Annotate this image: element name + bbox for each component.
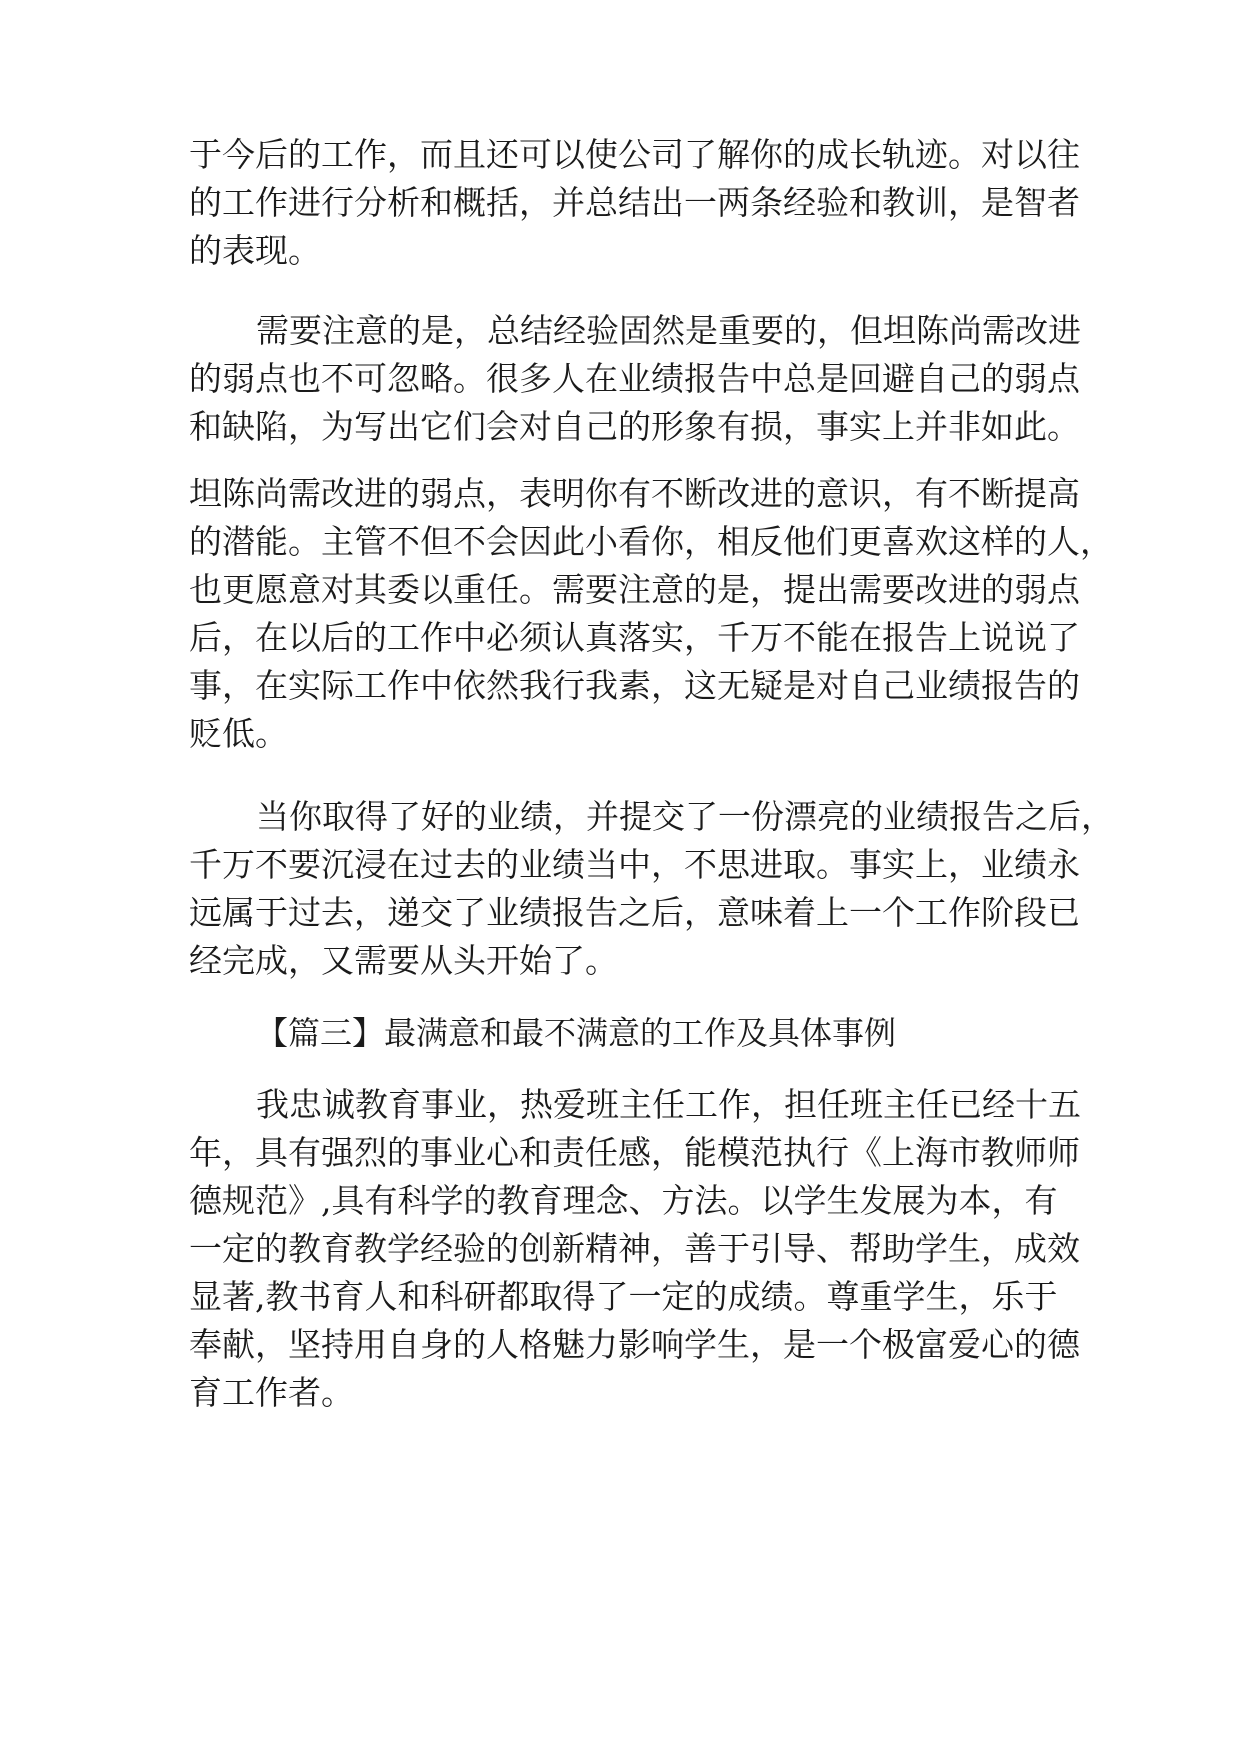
paragraph-4-line-2: 年，具有强烈的事业心和责任感，能模范执行《上海市教师师 <box>189 1133 1080 1172</box>
paragraph-1-line-1: 于今后的工作，而且还可以使公司了解你的成长轨迹。对以往 <box>189 135 1080 174</box>
paragraph-4-line-4: 一定的教育教学经验的创新精神，善于引导、帮助学生，成效 <box>189 1229 1080 1268</box>
paragraph-2-line-5: 的潜能。主管不但不会因此小看你，相反他们更喜欢这样的人， <box>189 522 1113 561</box>
paragraph-4-line-6: 奉献，坚持用自身的人格魅力影响学生，是一个极富爱心的德 <box>189 1325 1080 1364</box>
paragraph-4-line-5: 显著,教书育人和科研都取得了一定的成绩。尊重学生，乐于 <box>189 1277 1058 1316</box>
paragraph-2-line-2: 的弱点也不可忽略。很多人在业绩报告中总是回避自己的弱点 <box>189 359 1080 398</box>
paragraph-2-line-8: 事，在实际工作中依然我行我素，这无疑是对自己业绩报告的 <box>189 666 1080 705</box>
paragraph-2-line-1: 需要注意的是，总结经验固然是重要的，但坦陈尚需改进 <box>256 311 1081 350</box>
paragraph-2-line-9: 贬低。 <box>189 714 288 753</box>
paragraph-3-line-1: 当你取得了好的业绩，并提交了一份漂亮的业绩报告之后， <box>256 797 1114 836</box>
paragraph-1-line-2: 的工作进行分析和概括，并总结出一两条经验和教训，是智者 <box>189 183 1080 222</box>
paragraph-2-line-3: 和缺陷，为写出它们会对自己的形象有损，事实上并非如此。 <box>189 407 1080 446</box>
paragraph-4-line-7: 育工作者。 <box>189 1373 354 1412</box>
paragraph-3-line-3: 远属于过去，递交了业绩报告之后，意味着上一个工作阶段已 <box>189 893 1080 932</box>
paragraph-2-line-7: 后，在以后的工作中必须认真落实，千万不能在报告上说说了 <box>189 618 1080 657</box>
paragraph-3-line-4: 经完成，又需要从头开始了。 <box>189 941 618 980</box>
paragraph-2-line-4: 坦陈尚需改进的弱点，表明你有不断改进的意识，有不断提高 <box>189 474 1080 513</box>
paragraph-4-line-1: 我忠诚教育事业，热爱班主任工作，担任班主任已经十五 <box>256 1085 1081 1124</box>
paragraph-4-line-3: 德规范》,具有科学的教育理念、方法。以学生发展为本，有 <box>189 1181 1058 1220</box>
paragraph-1-line-3: 的表现。 <box>189 231 321 270</box>
section-heading: 【篇三】最满意和最不满意的工作及具体事例 <box>256 1014 897 1052</box>
paragraph-2-line-6: 也更愿意对其委以重任。需要注意的是，提出需要改进的弱点 <box>189 570 1080 609</box>
paragraph-3-line-2: 千万不要沉浸在过去的业绩当中，不思进取。事实上，业绩永 <box>189 845 1080 884</box>
